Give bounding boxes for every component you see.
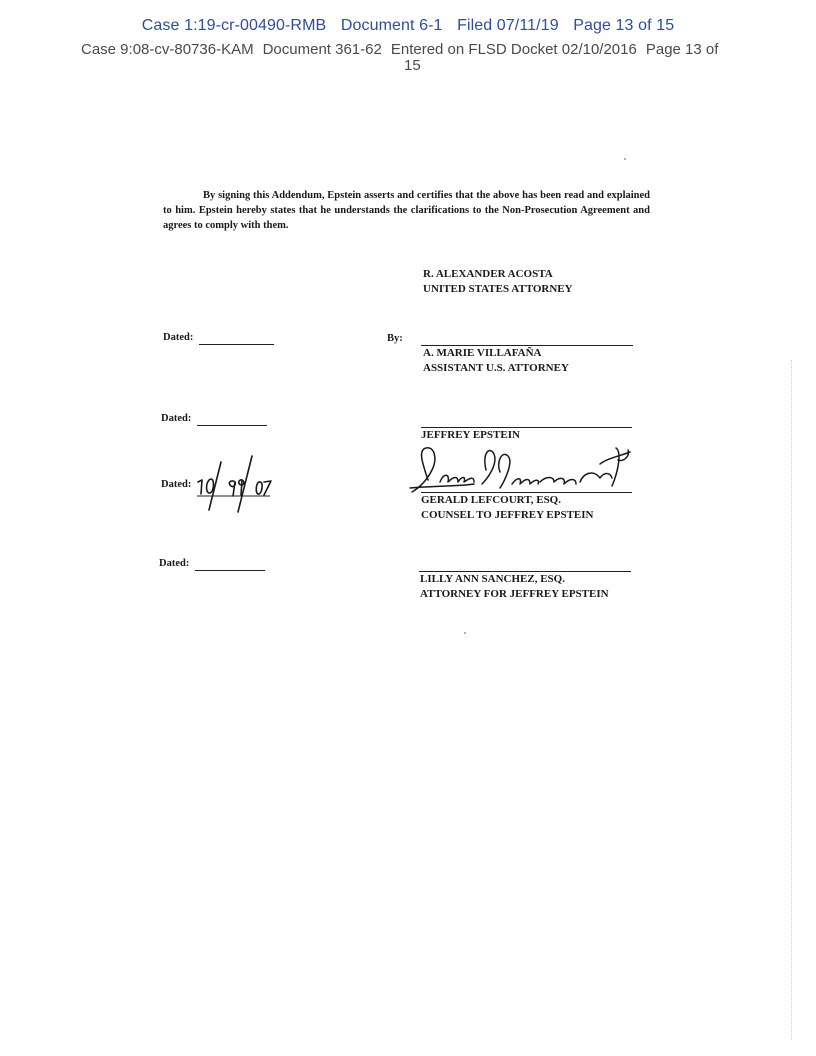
sanchez-title: ATTORNEY FOR JEFFREY EPSTEIN	[420, 588, 609, 600]
us-attorney-title: UNITED STATES ATTORNEY	[423, 283, 573, 295]
docket-document-number: Document 361-62	[262, 41, 382, 58]
epstein-name: JEFFREY EPSTEIN	[421, 429, 520, 441]
docket-page-total: 15	[404, 57, 421, 74]
docket-case-number: Case 9:08-cv-80736-KAM	[81, 41, 254, 58]
scan-edge-line	[791, 360, 792, 1040]
header-docket	[81, 41, 761, 74]
dated-line-epstein	[197, 425, 267, 426]
docket-entered: Entered on FLSD Docket 02/10/2016	[390, 41, 637, 58]
dated-line-sanchez	[195, 570, 265, 571]
dated-label-epstein: Dated:	[161, 413, 192, 424]
handwritten-date-lefcourt	[194, 452, 272, 514]
sanchez-name: LILLY ANN SANCHEZ, ESQ.	[420, 573, 565, 585]
lefcourt-name: GERALD LEFCOURT, ESQ.	[421, 494, 561, 506]
scan-speck	[624, 158, 626, 160]
by-label: By:	[387, 333, 403, 344]
lefcourt-title: COUNSEL TO JEFFREY EPSTEIN	[421, 509, 594, 521]
stamp-page-number: Page 13 of 15	[573, 17, 675, 34]
stamp-case-number: Case 1:19-cr-00490-RMB	[141, 17, 327, 34]
ausa-name: A. MARIE VILLAFAÑA	[423, 347, 542, 359]
dated-label-ausa: Dated:	[163, 332, 194, 343]
dated-label-sanchez: Dated:	[159, 558, 190, 569]
docket-page-number: Page 13 of	[645, 41, 719, 58]
stamp-filed-date: Filed 07/11/19	[457, 17, 559, 34]
ausa-title: ASSISTANT U.S. ATTORNEY	[423, 362, 569, 374]
scan-speck	[464, 632, 466, 634]
us-attorney-name: R. ALEXANDER ACOSTA	[423, 268, 553, 280]
dated-label-lefcourt: Dated:	[161, 479, 192, 490]
header-stamp	[0, 17, 816, 35]
addendum-paragraph-text: By signing this Addendum, Epstein asserts and certifies that the above has been read and explained to him. Epstein hereby states that he understands the clarifications to the Non-Prosecution Agreement and agrees to comply with them.	[163, 190, 650, 231]
dated-line-ausa	[199, 344, 274, 345]
addendum-paragraph	[163, 188, 650, 233]
stamp-document-number: Document 6-1	[340, 17, 443, 34]
